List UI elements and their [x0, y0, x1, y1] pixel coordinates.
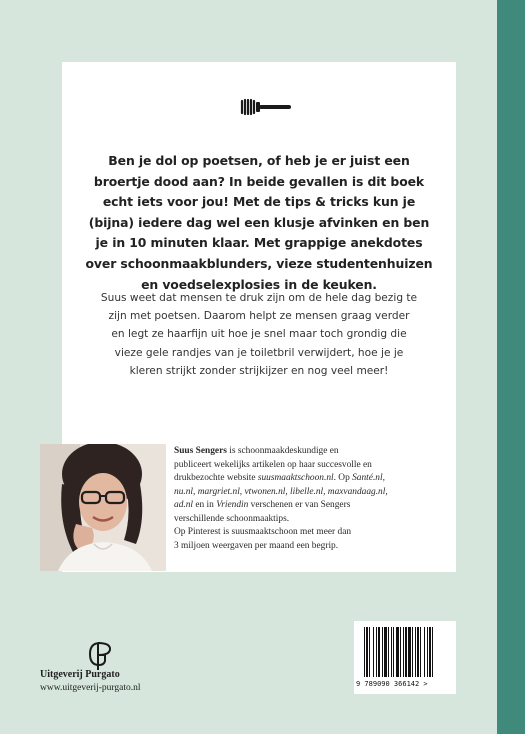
- lead-line: Ben je dol op poetsen, of heb je er juist een: [108, 153, 410, 168]
- barcode-bar: [400, 627, 401, 677]
- barcode-bar: [396, 627, 399, 677]
- bio-text: verschenen er van Sengers: [248, 500, 351, 510]
- lead-line: over schoonmaakblunders, vieze studentenhuizen: [85, 255, 433, 271]
- bio-line: [174, 472, 454, 486]
- description-line: kleren strijkt zonder strijkijzer en nog veel meer!: [129, 364, 389, 377]
- barcode-bar: [403, 627, 404, 677]
- barcode-bar: [429, 627, 431, 677]
- barcode-bar: [384, 627, 387, 677]
- barcode-bar: [388, 627, 389, 677]
- lead-line: broertje dood aan? In beide gevallen is dit boek: [93, 173, 425, 189]
- barcode-bar: [382, 627, 383, 677]
- bio-text: en in: [193, 500, 217, 510]
- barcode-bar: [417, 627, 419, 677]
- book-spine: [497, 0, 525, 734]
- bio-line: 3 miljoen weergaven per maand een begrip.: [174, 540, 339, 551]
- barcode-bar: [391, 627, 392, 677]
- publisher-name: Uitgeverij Purgato: [40, 669, 120, 680]
- lead-line: echt iets voor jou! Met de tips & tricks kun je: [102, 194, 416, 210]
- media-outlets: nu.nl, margriet.nl, vtwonen.nl, libelle.nl, maxvandaag.nl,: [174, 486, 388, 497]
- author-photo: [40, 444, 166, 571]
- description-line: en legt ze haarfijn uit hoe je snel maar toch grondig die: [111, 328, 407, 341]
- bio-line: verschillende schoonmaaktips.: [174, 513, 290, 524]
- description-line: vieze gele randjes van je toiletbril verwijdert, hoe je je: [114, 346, 404, 359]
- description-line: Suus weet dat mensen te druk zijn om de hele dag bezig te: [100, 292, 418, 304]
- media-outlet: Vriendin: [216, 500, 249, 510]
- barcode-bar: [412, 627, 413, 677]
- barcode-bar: [393, 627, 394, 677]
- barcode-bar: [376, 627, 377, 677]
- description-paragraph: [62, 289, 456, 380]
- bio-text: . Op: [333, 473, 353, 483]
- bio-line: [174, 499, 454, 513]
- barcode-bar: [373, 627, 374, 677]
- barcode-bar: [378, 627, 380, 677]
- publisher-website[interactable]: www.uitgeverij-purgato.nl: [40, 683, 141, 693]
- website-link: suusmaaktschoon.nl: [257, 473, 334, 483]
- lead-line: (bijna) iedere dag wel een klusje afvinken en ben: [88, 214, 430, 230]
- bio-text: drukbezochte website: [174, 473, 258, 483]
- lead-line: je in 10 minuten klaar. Met grappige anekdotes: [95, 235, 423, 251]
- barcode-bar: [420, 627, 421, 677]
- lead-line: en voedselexplosies in de keuken.: [141, 276, 377, 292]
- barcode: [354, 621, 456, 681]
- bio-text: is schoonmaakdeskundige en: [226, 446, 339, 456]
- toilet-brush-icon: [239, 98, 293, 116]
- media-outlet: Santé.nl,: [352, 473, 385, 483]
- isbn-number: 9 789090 366142 >: [356, 680, 428, 688]
- barcode-bar: [415, 627, 416, 677]
- barcode-bar: [408, 627, 411, 677]
- barcode-bar: [405, 627, 407, 677]
- lead-paragraph: [62, 151, 456, 295]
- description-line: zijn met poetsen. Daarom helpt ze mensen graag verder: [108, 310, 410, 323]
- barcode-bar: [369, 627, 370, 677]
- author-name: Suus Sengers: [174, 446, 227, 456]
- barcode-bar: [364, 627, 365, 677]
- barcode-bar: [432, 627, 433, 677]
- barcode-bar: [427, 627, 428, 677]
- author-bio: [174, 445, 454, 553]
- publisher-logo-icon: [86, 640, 112, 670]
- bio-line: publiceert wekelijks artikelen op haar succesvolle en: [174, 459, 372, 470]
- barcode-bar: [366, 627, 368, 677]
- bio-line: [174, 445, 454, 459]
- bio-line: Op Pinterest is suusmaaktschoon met meer dan: [174, 527, 352, 537]
- media-outlet: ad.nl: [174, 500, 194, 510]
- barcode-bar: [424, 627, 425, 677]
